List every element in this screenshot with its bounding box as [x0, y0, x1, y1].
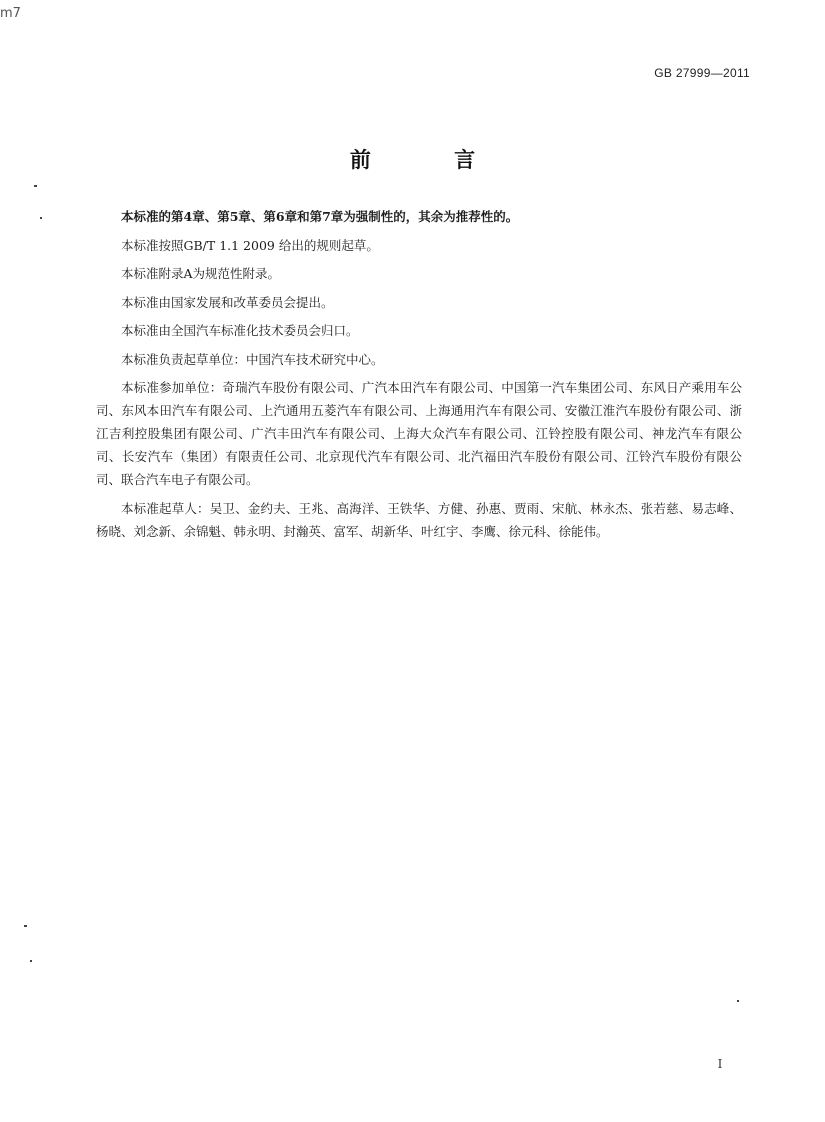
standard-code: GB 27999—2011: [654, 66, 750, 80]
foreword-body: [96, 205, 742, 548]
page-title: 前 言: [349, 148, 514, 172]
paragraph-annex: 本标准附录A为规范性附录。: [121, 266, 281, 281]
paragraph-mandatory: 本标准的第4章、第5章、第6章和第7章为强制性的，其余为推荐性的。: [121, 209, 519, 224]
paragraph-drafters: 本标准起草人：吴卫、金约夫、王兆、高海洋、王铁华、方健、孙惠、贾雨、宋航、林永杰、张若慈、易志峰、杨晓、刘念新、余锦魁、韩永明、封瀚英、富军、胡新华、叶红宇、李鹰、徐元科、徐能伟。: [96, 500, 742, 539]
scan-speck: [30, 960, 32, 962]
paragraph-committee: 本标准由全国汽车标准化技术委员会归口。: [121, 323, 359, 338]
paragraph-proposer: 本标准由国家发展和改革委员会提出。: [121, 294, 334, 310]
scan-speck: [24, 925, 27, 927]
paragraph-participants: 本标准参加单位：奇瑞汽车股份有限公司、广汽本田汽车有限公司、中国第一汽车集团公司、东风日产乘用车公司、东风本田汽车有限公司、上汽通用五菱汽车有限公司、上海通用汽车有限公司、安徽江淮汽车股份有限公司、浙江吉利控股集团有限公司、广汽丰田汽车有限公司、上海大众汽车有限公司、江铃控股有限公司、神龙汽车有限公司、长安汽车（集团）有限责任公司、北京现代汽车有限公司、北汽福田汽车股份有限公司、江铃汽车股份有限公司、联合汽车电子有限公司。: [96, 380, 742, 487]
corner-scribble: m7: [0, 6, 21, 21]
paragraph-drafting-rules: 本标准按照GB/T 1.1 2009 给出的规则起草。: [121, 237, 379, 253]
paragraph-lead-drafter: 本标准负责起草单位：中国汽车技术研究中心。: [121, 351, 384, 367]
scan-speck: [737, 1000, 739, 1002]
scan-speck: [40, 217, 42, 219]
scan-speck: [34, 185, 37, 187]
page-number: I: [717, 1057, 723, 1071]
